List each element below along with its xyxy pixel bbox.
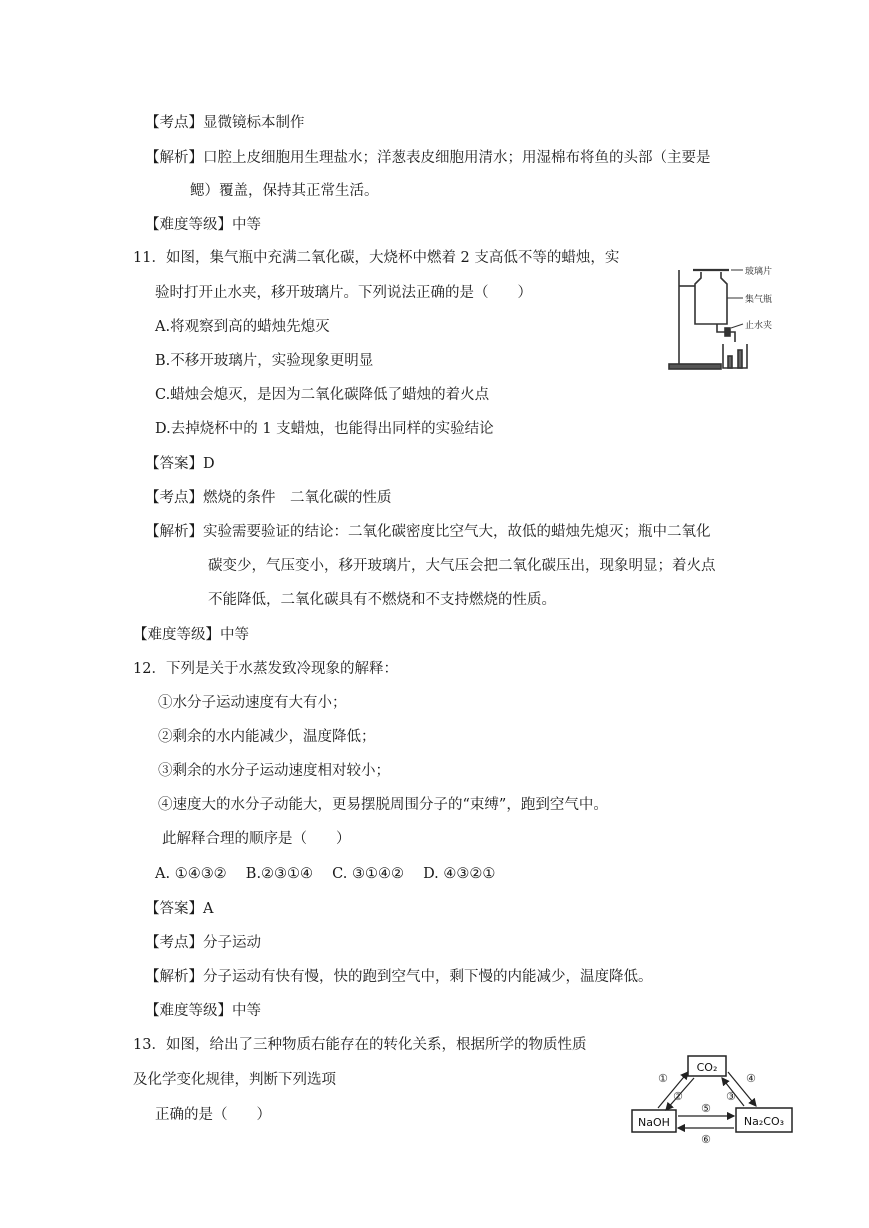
co2-label: CO₂ [696,1061,718,1074]
stand-base [669,364,721,369]
q11-stem-line2: 验时打开止水夹，移开玻璃片。下列说法正确的是（ ） [155,285,532,301]
q11-jiexi-line3: 不能降低，二氧化碳具有不燃烧和不支持燃烧的性质。 [208,592,556,608]
q12-item-1: ①水分子运动速度有大有小； [158,695,347,711]
q11-kaodian: 【考点】燃烧的条件 二氧化碳的性质 [145,490,392,506]
q11-answer: 【答案】D [145,456,215,472]
q12-answer: 【答案】A [145,901,214,917]
q12-options: A. ①④③② B.②③①④ C. ③①④② D. ④③②① [155,866,496,882]
q11-jiexi-line1: 【解析】实验需要验证的结论：二氧化碳密度比空气大，故低的蜡烛先熄灭；瓶中二氧化 [145,524,711,540]
q12-item-4: ④速度大的水分子动能大，更易摆脱周围分子的“束缚”，跑到空气中。 [158,797,608,813]
beaker [723,344,747,368]
q11-option-b: B.不移开玻璃片，实验现象更明显 [155,353,374,369]
q13-stem-line1: 13．如图，给出了三种物质右能存在的转化关系，根据所学的物质性质 [133,1037,587,1053]
q13-conversion-diagram [628,1050,818,1150]
q12-question: 此解释合理的顺序是（ ） [162,831,351,847]
label-clamp: 止水夹 [745,321,773,331]
q13-stem-line3: 正确的是（ ） [155,1107,271,1123]
label-glass: 玻璃片 [745,267,773,277]
naoh-label: NaOH [638,1116,670,1129]
num-6: ⑥ [701,1133,711,1146]
q11-stem-line1: 11．如图，集气瓶中充满二氧化碳，大烧杯中燃着 2 支高低不等的蜡烛，实 [133,250,620,266]
q11-option-a: A.将观察到高的蜡烛先熄灭 [155,319,330,335]
q11-option-d: D.去掉烧杯中的 1 支蜡烛，也能得出同样的实验结论 [155,421,494,437]
num-4: ④ [746,1072,756,1085]
num-1: ① [658,1072,668,1085]
na2co3-label: Na₂CO₃ [743,1115,785,1128]
q12-item-2: ②剩余的水内能减少，温度降低； [158,729,376,745]
num-5: ⑤ [701,1102,711,1115]
q12-item-3: ③剩余的水分子运动速度相对较小； [158,763,390,779]
q10-jiexi-line1: 【解析】口腔上皮细胞用生理盐水；洋葱表皮细胞用清水；用湿棉布将鱼的头部（主要是 [145,150,711,166]
q11-option-c: C.蜡烛会熄灭，是因为二氧化碳降低了蜡烛的着火点 [155,387,490,403]
q11-jiexi-line2: 碳变少，气压变小，移开玻璃片，大气压会把二氧化碳压出，现象明显；着火点 [208,558,716,574]
q12-nandu: 【难度等级】中等 [145,1003,261,1019]
q12-kaodian: 【考点】分子运动 [145,935,261,951]
q12-stem: 12．下列是关于水蒸发致冷现象的解释： [133,661,398,677]
num-3: ③ [726,1090,736,1103]
num-2: ② [673,1090,683,1103]
q11-nandu: 【难度等级】中等 [133,627,249,643]
q10-nandu: 【难度等级】中等 [145,217,261,233]
q11-apparatus-figure [665,262,785,382]
q10-kaodian: 【考点】显微镜标本制作 [145,115,305,131]
q13-stem-line2: 及化学变化规律，判断下列选项 [133,1072,336,1088]
q12-jiexi: 【解析】分子运动有快有慢，快的跑到空气中，剩下慢的内能减少，温度降低。 [145,969,653,985]
gas-bottle [695,272,727,324]
q10-jiexi-line2: 鳃）覆盖，保持其正常生活。 [190,183,379,199]
label-bottle: 集气瓶 [745,295,773,305]
